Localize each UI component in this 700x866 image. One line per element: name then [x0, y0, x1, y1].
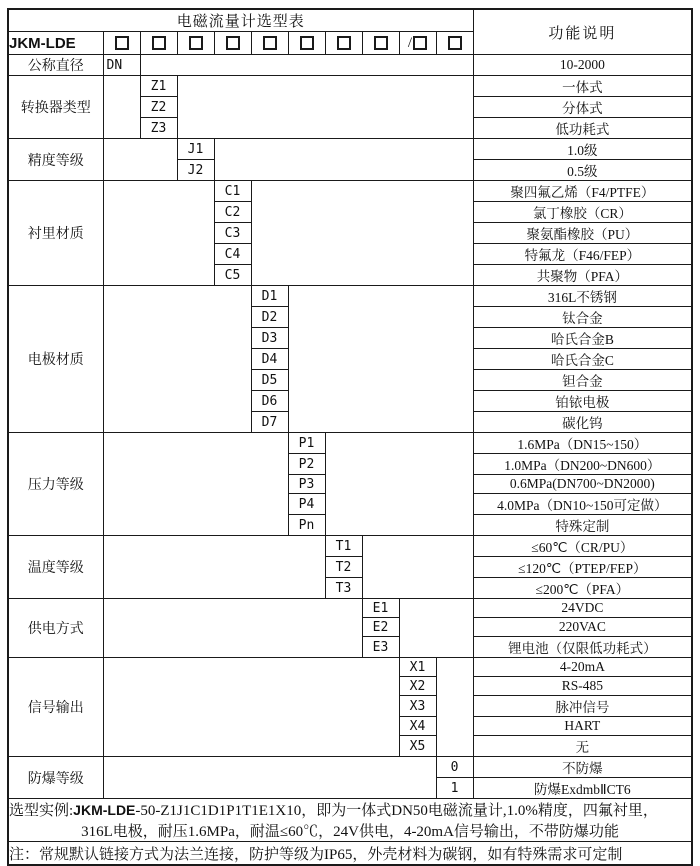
category-label: 转换器类型	[8, 76, 103, 139]
checkbox-icon	[152, 36, 166, 50]
option-description: ≤200℃（PFA）	[473, 578, 692, 599]
category-label: 压力等级	[8, 433, 103, 536]
option-description: 316L不锈钢	[473, 286, 692, 307]
option-code: Z3	[140, 118, 177, 139]
example-line1-rest: -50-Z1J1C1D1P1T1E1X10，即为一体式DN50电磁流量计,1.0%精度，四氟衬里，	[135, 803, 658, 819]
model-code-slot	[214, 32, 251, 55]
option-description: 低功耗式	[473, 118, 692, 139]
category-label: 温度等级	[8, 536, 103, 599]
option-description: 4-20mA	[473, 658, 692, 677]
option-description: 聚四氟乙烯（F4/PTFE）	[473, 181, 692, 202]
model-code-slot	[251, 32, 288, 55]
category-label: 精度等级	[8, 139, 103, 181]
spacer-cell	[214, 139, 473, 181]
option-description: 防爆ExdmbⅡCT6	[473, 778, 692, 799]
option-description: ≤120℃（PTEP/FEP）	[473, 557, 692, 578]
option-code: T2	[325, 557, 362, 578]
model-code-slot	[103, 32, 140, 55]
category-label: 防爆等级	[8, 757, 103, 799]
option-description: 锂电池（仅限低功耗式）	[473, 637, 692, 658]
option-code: 0	[436, 757, 473, 778]
option-code: X5	[399, 736, 436, 757]
option-description: 脉冲信号	[473, 696, 692, 717]
category-label: 电极材质	[8, 286, 103, 433]
option-code: X2	[399, 677, 436, 696]
option-description: ≤60℃（CR/PU）	[473, 536, 692, 557]
option-code: Pn	[288, 515, 325, 536]
option-description: 共聚物（PFA）	[473, 265, 692, 286]
option-code: D7	[251, 412, 288, 433]
option-description: 0.6MPa(DN700~DN2000)	[473, 475, 692, 494]
checkbox-icon	[115, 36, 129, 50]
example-line-2: 316L电极，耐压1.6MPa，耐温≤60℃，24V供电，4-20mA信号输出，不带防爆功能	[81, 824, 619, 840]
option-code: T1	[325, 536, 362, 557]
option-description: 不防爆	[473, 757, 692, 778]
option-code: E3	[362, 637, 399, 658]
option-code: P4	[288, 494, 325, 515]
category-label: 供电方式	[8, 599, 103, 658]
spacer-cell	[103, 433, 288, 536]
option-code: P1	[288, 433, 325, 454]
option-code: T3	[325, 578, 362, 599]
option-code: Z2	[140, 97, 177, 118]
option-code: D2	[251, 307, 288, 328]
option-code: X4	[399, 717, 436, 736]
option-code: X1	[399, 658, 436, 677]
example-label: 选型实例:	[9, 803, 74, 819]
option-description: 哈氏合金B	[473, 328, 692, 349]
spacer-cell	[103, 757, 436, 799]
option-description: 一体式	[473, 76, 692, 97]
option-code: C3	[214, 223, 251, 244]
checkbox-icon	[226, 36, 240, 50]
option-code: C1	[214, 181, 251, 202]
model-code-slot	[140, 32, 177, 55]
spacer-cell	[103, 658, 399, 757]
spacer-cell	[288, 286, 473, 433]
spacer-cell	[103, 536, 325, 599]
function-column-header: 功能说明	[473, 9, 692, 55]
option-description: 1.6MPa（DN15~150）	[473, 433, 692, 454]
option-code: C2	[214, 202, 251, 223]
option-description: 无	[473, 736, 692, 757]
selection-example	[8, 799, 692, 842]
option-description: 4.0MPa（DN10~150可定做）	[473, 494, 692, 515]
spacer-cell	[103, 181, 214, 286]
option-code: P3	[288, 475, 325, 494]
option-code: DN	[103, 55, 140, 76]
option-code: X3	[399, 696, 436, 717]
spacer-cell	[177, 76, 473, 139]
checkbox-icon	[300, 36, 314, 50]
model-code-slot	[362, 32, 399, 55]
model-prefix: JKM-LDE	[8, 32, 103, 55]
spacer-cell	[103, 286, 251, 433]
option-description: 哈氏合金C	[473, 349, 692, 370]
option-code: D6	[251, 391, 288, 412]
option-code: D4	[251, 349, 288, 370]
category-label: 信号输出	[8, 658, 103, 757]
model-code-slot	[288, 32, 325, 55]
option-description: HART	[473, 717, 692, 736]
option-code: P2	[288, 454, 325, 475]
option-description: 氯丁橡胶（CR）	[473, 202, 692, 223]
spacer-cell	[362, 536, 473, 599]
spacer-cell	[103, 76, 140, 139]
example-model-code: JKM-LDE	[73, 802, 136, 818]
slash-separator: /	[407, 34, 413, 51]
table-title: 电磁流量计选型表	[8, 9, 473, 32]
option-description: 分体式	[473, 97, 692, 118]
checkbox-icon	[413, 36, 427, 50]
option-code: J2	[177, 160, 214, 181]
footnote: 注：常规默认链接方式为法兰连接，防护等级为IP65，外壳材料为碳钢，如有特殊需求可定制	[8, 842, 692, 866]
option-description: 碳化钨	[473, 412, 692, 433]
checkbox-icon	[189, 36, 203, 50]
spacer-cell	[103, 599, 362, 658]
model-code-slot	[177, 32, 214, 55]
selection-table	[7, 8, 693, 866]
option-description: 0.5级	[473, 160, 692, 181]
option-description: RS-485	[473, 677, 692, 696]
option-description: 220VAC	[473, 618, 692, 637]
spacer-cell	[325, 433, 473, 536]
category-label: 公称直径	[8, 55, 103, 76]
option-description: 钛合金	[473, 307, 692, 328]
spacer-cell	[251, 181, 473, 286]
spacer-cell	[436, 658, 473, 757]
checkbox-icon	[263, 36, 277, 50]
option-code: Z1	[140, 76, 177, 97]
option-description: 10-2000	[473, 55, 692, 76]
option-code: J1	[177, 139, 214, 160]
option-code: 1	[436, 778, 473, 799]
option-code: D5	[251, 370, 288, 391]
option-description: 铂铱电极	[473, 391, 692, 412]
option-description: 特殊定制	[473, 515, 692, 536]
model-code-slot	[325, 32, 362, 55]
spacer-cell	[140, 55, 473, 76]
option-description: 特氟龙（F46/FEP）	[473, 244, 692, 265]
spacer-cell	[399, 599, 473, 658]
checkbox-icon	[448, 36, 462, 50]
option-description: 聚氨酯橡胶（PU）	[473, 223, 692, 244]
option-code: C5	[214, 265, 251, 286]
checkbox-icon	[337, 36, 351, 50]
checkbox-icon	[374, 36, 388, 50]
category-label: 衬里材质	[8, 181, 103, 286]
option-description: 1.0MPa（DN200~DN600）	[473, 454, 692, 475]
option-description: 1.0级	[473, 139, 692, 160]
option-description: 24VDC	[473, 599, 692, 618]
spacer-cell	[103, 139, 177, 181]
option-code: E1	[362, 599, 399, 618]
option-code: D1	[251, 286, 288, 307]
model-code-slot	[436, 32, 473, 55]
option-code: C4	[214, 244, 251, 265]
option-description: 钽合金	[473, 370, 692, 391]
option-code: E2	[362, 618, 399, 637]
model-code-slot	[399, 32, 436, 55]
option-code: D3	[251, 328, 288, 349]
